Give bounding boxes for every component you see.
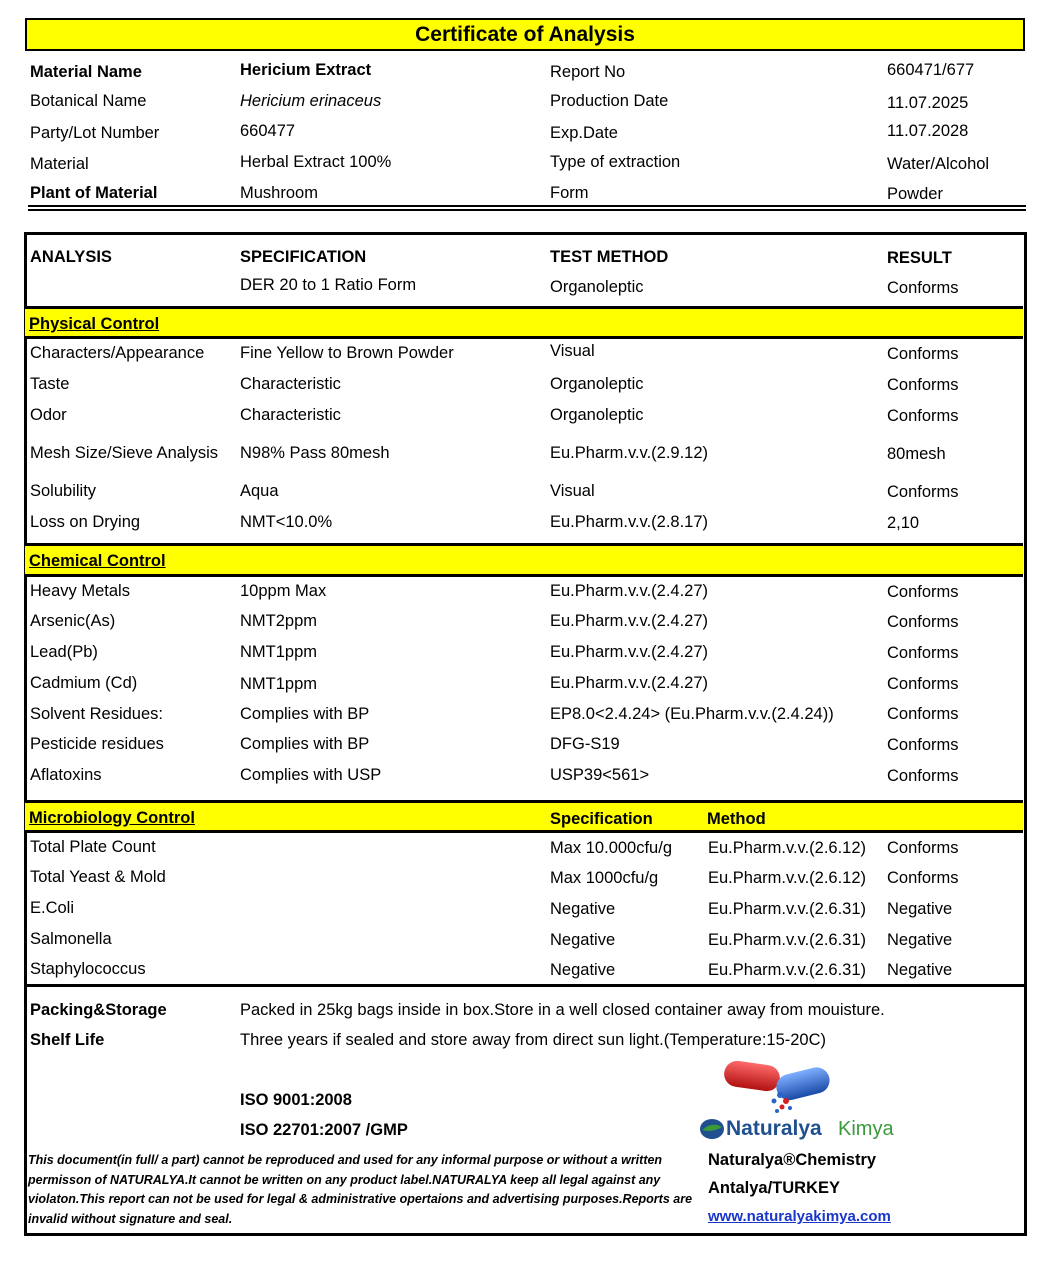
shelf-life-label: Shelf Life [30,1031,105,1049]
form-label: Form [550,184,589,202]
table-row-spec: NMT<10.0% [240,513,333,531]
page-title [25,18,1025,51]
production-date-value: 11.07.2025 [887,94,969,112]
lot-number-value: 660477 [240,122,296,140]
table-row-name: Loss on Drying [30,513,141,531]
table-row-result: Conforms [887,583,959,601]
website-link[interactable]: www.naturalyakimya.com [708,1208,891,1225]
table-row-spec: NMT2ppm [240,612,318,630]
table-row-method: Organoleptic [550,375,644,393]
table-row-spec: 10ppm Max [240,582,327,600]
company-name: Naturalya®Chemistry [708,1151,877,1169]
table-row-method: Eu.Pharm.v.v.(2.4.27) [550,674,709,692]
table-row-name: Characters/Appearance [30,344,205,362]
table-row-spec: Complies with USP [240,766,382,784]
table-row-spec: Negative [550,931,616,949]
table-row-spec: Negative [550,900,616,918]
micro-method-header: Method [707,810,766,828]
table-row-spec: Max 10.000cfu/g [550,839,672,857]
table-row-method: DFG-S19 [550,735,620,753]
plant-material-label: Plant of Material [30,184,158,202]
table-row-spec: NMT1ppm [240,675,318,693]
iso-9001: ISO 9001:2008 [240,1091,352,1109]
table-row-name: Taste [30,375,70,393]
brand-name-kimya: Kimya [838,1118,894,1140]
company-location: Antalya/TURKEY [708,1179,841,1197]
table-row-name: Total Plate Count [30,838,156,856]
report-no-label: Report No [550,63,626,81]
method-value: Organoleptic [550,278,644,296]
material-name-label: Material Name [30,63,142,81]
table-row-spec: Complies with BP [240,705,370,723]
chemical-control-bar [25,543,1023,577]
table-row-result: Conforms [887,407,959,425]
exp-date-value: 11.07.2028 [887,122,969,140]
table-row-spec: Negative [550,961,616,979]
table-row-result: Conforms [887,869,959,887]
table-row-method: Visual [550,342,595,360]
table-row-method: Eu.Pharm.v.v.(2.6.31) [708,900,867,918]
table-row-result: Negative [887,931,953,949]
table-row-spec: Max 1000cfu/g [550,869,659,887]
table-row-result: Conforms [887,376,959,394]
exp-date-label: Exp.Date [550,124,618,142]
title-text: Certificate of Analysis [415,22,635,46]
table-row-result: 80mesh [887,445,946,463]
specification-col-header: SPECIFICATION [240,248,367,266]
botanical-name-value: Hericium erinaceus [240,92,382,110]
material-value: Herbal Extract 100% [240,153,392,171]
analysis-box [24,232,1027,1236]
table-row-name: Staphylococcus [30,960,146,978]
microbiology-control-bar [25,800,1023,833]
table-row-result: 2,10 [887,514,920,532]
table-row-method: Eu.Pharm.v.v.(2.4.27) [550,612,709,630]
botanical-name-label: Botanical Name [30,92,147,110]
table-row-result: Negative [887,961,953,979]
chemical-control-title: Chemical Control [29,552,166,570]
table-row-name: Salmonella [30,930,112,948]
table-row-name: Cadmium (Cd) [30,674,138,692]
table-row-spec: Complies with BP [240,735,370,753]
table-row-result: Conforms [887,705,959,723]
table-row-method: Eu.Pharm.v.v.(2.9.12) [550,444,709,462]
table-row-result: Conforms [887,483,959,501]
plant-material-value: Mushroom [240,184,318,202]
brand-name: Naturalya [726,1117,822,1140]
test-method-col-header: TEST METHOD [550,248,669,266]
table-row-name: Pesticide residues [30,735,164,753]
packing-label: Packing&Storage [30,1001,167,1019]
production-date-label: Production Date [550,92,669,110]
table-row-name: Lead(Pb) [30,643,98,661]
table-row-method: EP8.0<2.4.24> (Eu.Pharm.v.v.(2.4.24)) [550,705,834,723]
table-row-method: USP39<561> [550,766,650,784]
extraction-type-value: Water/Alcohol [887,155,990,173]
table-row-name: Total Yeast & Mold [30,868,166,886]
table-row-name: Aflatoxins [30,766,102,784]
disclaimer: This document(in full/ a part) cannot be reproduced and used for any informal purpose or without a written permisson of NATURALYA.It cannot be written on any product label.NATURALYA keep all legal against any violaton.This report can not be used for legal & administrative opertaions and advertising purposes.Reports are invalid without signature and seal. [28,1153,693,1226]
table-row-spec: Characteristic [240,375,341,393]
shelf-life-text: Three years if sealed and store away from direct sun light.(Temperature:15-20C) [240,1031,827,1049]
table-row-name: Heavy Metals [30,582,130,600]
table-row-result: Conforms [887,839,959,857]
table-row-name: Solubility [30,482,97,500]
table-row-method: Visual [550,482,595,500]
material-label: Material [30,155,89,173]
table-row-result: Conforms [887,613,959,631]
footer-divider [25,984,1024,987]
table-row-method: Eu.Pharm.v.v.(2.6.12) [708,869,867,887]
table-row-spec: N98% Pass 80mesh [240,444,390,462]
table-row-spec: Aqua [240,482,279,500]
capsule-icon [722,1055,832,1117]
table-row-result: Conforms [887,736,959,754]
table-row-result: Conforms [887,767,959,785]
table-row-spec: Fine Yellow to Brown Powder [240,344,454,362]
table-row-method: Eu.Pharm.v.v.(2.4.27) [550,643,709,661]
result-value: Conforms [887,279,959,297]
table-row-method: Eu.Pharm.v.v.(2.8.17) [550,513,709,531]
table-row-spec: NMT1ppm [240,643,318,661]
table-row-name: Mesh Size/Sieve Analysis [30,444,219,462]
iso-22701: ISO 22701:2007 /GMP [240,1121,408,1139]
header-divider [28,205,1026,207]
table-row-name: E.Coli [30,899,75,917]
table-row-result: Conforms [887,675,959,693]
table-row-name: Solvent Residues: [30,705,163,723]
extraction-type-label: Type of extraction [550,153,681,171]
table-row-method: Eu.Pharm.v.v.(2.6.31) [708,931,867,949]
report-no-value: 660471/677 [887,61,975,79]
table-row-method: Eu.Pharm.v.v.(2.6.12) [708,839,867,857]
packing-text: Packed in 25kg bags inside in box.Store in a well closed container away from mouisture. [240,1001,885,1019]
table-row-method: Organoleptic [550,406,644,424]
naturalya-leaf-icon [698,1117,726,1141]
table-row-method: Eu.Pharm.v.v.(2.4.27) [550,582,709,600]
table-row-method: Eu.Pharm.v.v.(2.6.31) [708,961,867,979]
physical-control-title: Physical Control [29,315,160,333]
analysis-col-header: ANALYSIS [30,248,112,266]
micro-spec-header: Specification [550,810,653,828]
table-row-name: Arsenic(As) [30,612,116,630]
table-row-spec: Characteristic [240,406,341,424]
table-row-result: Conforms [887,644,959,662]
form-value: Powder [887,185,943,203]
header-divider-double [28,209,1026,211]
spec-value: DER 20 to 1 Ratio Form [240,276,417,294]
result-col-header: RESULT [887,249,952,267]
table-row-result: Negative [887,900,953,918]
physical-control-bar [25,306,1023,339]
lot-number-label: Party/Lot Number [30,124,160,142]
table-row-name: Odor [30,406,67,424]
microbiology-control-title: Microbiology Control [29,809,195,827]
material-name-value: Hericium Extract [240,61,372,79]
table-row-result: Conforms [887,345,959,363]
